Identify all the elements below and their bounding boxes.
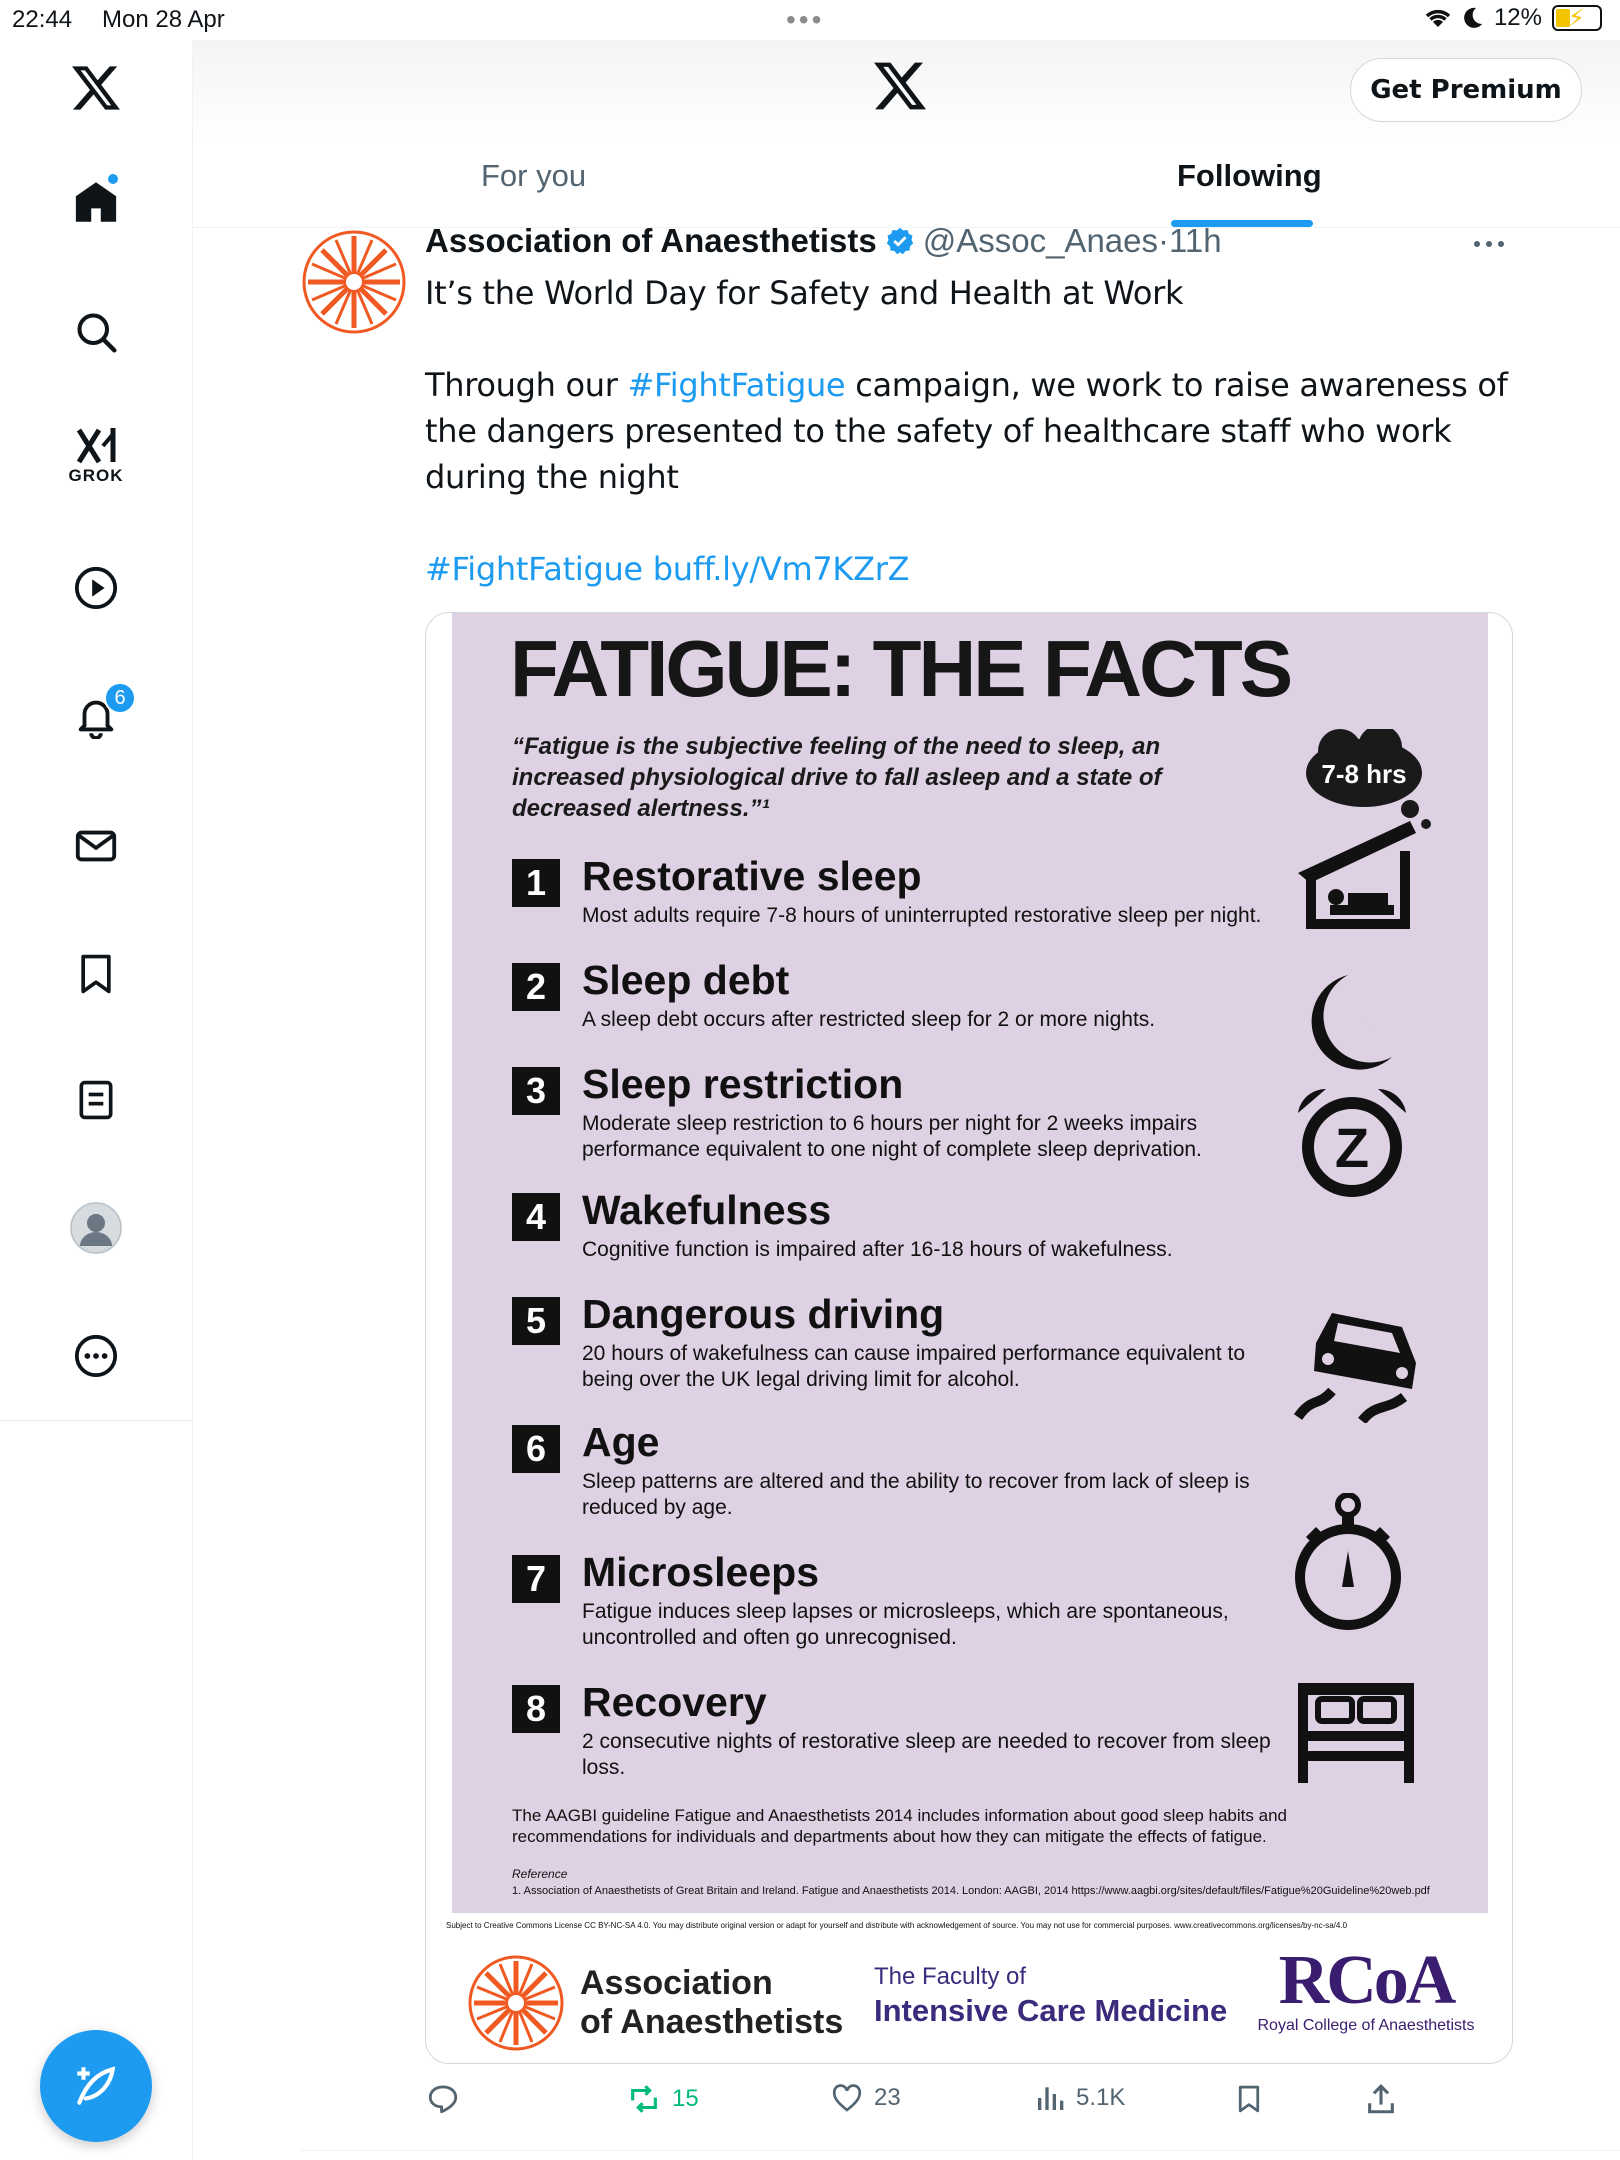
nav-messages[interactable] <box>62 812 130 880</box>
status-time: 22:44 <box>12 6 73 33</box>
post-more-button[interactable] <box>1472 236 1506 254</box>
external-link[interactable]: buff.ly/Vm7KZrZ <box>652 550 910 588</box>
notifications-badge: 6 <box>104 682 136 714</box>
heart-icon <box>830 2082 864 2114</box>
like-count: 23 <box>874 2084 901 2111</box>
reference-heading: Reference <box>512 1867 568 1881</box>
hashtag-link[interactable]: #FightFatigue <box>627 366 846 404</box>
stopwatch-icon <box>1292 1493 1412 1638</box>
ficm-logo <box>874 1963 1227 2029</box>
nav-home[interactable] <box>62 168 130 236</box>
alarm-clock-icon <box>1292 1083 1412 1208</box>
skidding-car-icon <box>1292 1293 1432 1428</box>
views-button[interactable] <box>1034 2082 1125 2114</box>
cloud-label: 7-8 hrs <box>1321 759 1407 789</box>
poster-quote: “Fatigue is the subjective feeling of the need to sleep, an increased physiological drive to fall asleep and a state of decreased alertness.”¹ <box>512 733 1162 822</box>
sidebar-divider <box>0 1420 193 1421</box>
profile-avatar-icon <box>70 1202 122 1254</box>
fact-description: Most adults require 7-8 hours of uninterrupted restorative sleep per night. <box>582 904 1262 927</box>
fact-number: 7 <box>512 1555 560 1603</box>
reply-icon <box>426 2082 460 2116</box>
more-horizontal-icon <box>1472 239 1506 249</box>
mail-icon <box>73 823 119 869</box>
wifi-icon <box>1424 7 1452 29</box>
fact-number: 2 <box>512 963 560 1011</box>
fact-title: Wakefulness <box>582 1187 832 1233</box>
get-premium-button[interactable]: Get Premium <box>1350 58 1582 122</box>
fact-description: Cognitive function is impaired after 16-18 hours of wakefulness. <box>582 1238 1173 1261</box>
post-time[interactable]: 11h <box>1169 222 1222 259</box>
bookmark-icon <box>74 951 118 997</box>
nav-grok[interactable] <box>62 422 130 490</box>
x-logo-icon <box>71 64 121 112</box>
author-avatar[interactable] <box>300 228 408 336</box>
status-right <box>1424 4 1602 32</box>
aagbi-logo <box>466 1953 843 2053</box>
poster-title: FATIGUE: THE FACTS <box>510 624 1291 713</box>
bed-icon <box>1292 1675 1422 1790</box>
author-handle[interactable]: @Assoc_Anaes <box>922 222 1159 259</box>
fatigue-poster <box>452 613 1488 1913</box>
status-date: Mon 28 Apr <box>102 6 225 33</box>
header-separator: · <box>1158 222 1170 259</box>
aagbi-starburst-logo-icon <box>300 228 408 336</box>
fact-title: Microsleeps <box>582 1549 819 1595</box>
fact-number: 5 <box>512 1297 560 1345</box>
post-divider <box>300 2150 1620 2151</box>
fact-description: Fatigue induces sleep lapses or microsleeps, which are spontaneous, uncontrolled and often go unrecognised. <box>582 1600 1229 1649</box>
aagbi-name-line2: of Anaesthetists <box>580 2003 844 2041</box>
post-text-post: campaign, we work to raise awareness of the dangers presented to the safety of healthcare staff who work during the night <box>425 366 1508 496</box>
x-logo-icon <box>873 60 927 112</box>
grok-label: GROK <box>68 466 124 485</box>
repost-icon <box>626 2082 662 2116</box>
poster-note: The AAGBI guideline Fatigue and Anaesthetists 2014 includes information about good sleep habits and recommendations for individuals and departments about how they can mitigate the effects of fatigue. <box>512 1806 1287 1846</box>
nav-lists[interactable] <box>62 1066 130 1134</box>
fact-title: Sleep restriction <box>582 1061 904 1107</box>
post-header <box>425 222 1222 260</box>
timeline-header <box>193 40 1620 228</box>
fact-number: 8 <box>512 1685 560 1733</box>
hashtag-link-2[interactable]: #FightFatigue <box>425 550 643 588</box>
fact-number: 4 <box>512 1193 560 1241</box>
fact-title: Age <box>582 1419 660 1465</box>
rcoa-logo <box>1256 1942 1476 2035</box>
post-text-para3 <box>425 546 1535 592</box>
post-media-image[interactable] <box>425 612 1513 2064</box>
fact-description: A sleep debt occurs after restricted sleep for 2 or more nights. <box>582 1008 1156 1031</box>
nav-bookmarks[interactable] <box>62 940 130 1008</box>
search-icon <box>74 310 118 354</box>
post-text-line1: It’s the World Day for Safety and Health at Work <box>425 274 1184 312</box>
compose-feather-icon <box>71 2061 121 2111</box>
reply-button[interactable] <box>426 2082 470 2116</box>
fact-title: Sleep debt <box>582 957 790 1003</box>
more-circle-icon <box>73 1333 119 1379</box>
fact-title: Recovery <box>582 1679 767 1725</box>
nav-explore[interactable] <box>62 298 130 366</box>
post-text-para2 <box>425 362 1535 500</box>
list-icon <box>74 1077 118 1123</box>
house-bed-icon <box>1292 821 1422 936</box>
fact-description: 2 consecutive nights of restorative sleep are needed to recover from sleep loss. <box>582 1730 1271 1779</box>
grok-icon <box>73 426 119 466</box>
status-bar <box>0 0 1620 40</box>
svg-text:Z: Z <box>1334 1116 1370 1179</box>
rcoa-name: Royal College of Anaesthetists <box>1257 2017 1475 2034</box>
aagbi-starburst-logo-icon <box>466 1953 566 2053</box>
reference-text: 1. Association of Anaesthetists of Great Britain and Ireland. Fatigue and Anaesthetists 2014. London: AAGBI, 2014 https://www.aagbi.org/sites/default/files/Fatigue%20Guideline%20web.pdf <box>512 1885 1430 1897</box>
play-circle-icon <box>73 565 119 611</box>
rcoa-initials: RCoA <box>1278 1942 1454 2019</box>
views-chart-icon <box>1034 2082 1066 2114</box>
fact-number: 6 <box>512 1425 560 1473</box>
post-body <box>425 270 1535 592</box>
fact-title: Dangerous driving <box>582 1291 945 1337</box>
share-icon <box>1364 2082 1398 2116</box>
x-logo-nav[interactable] <box>62 54 130 122</box>
battery-percent: 12% <box>1493 4 1542 31</box>
nav-more[interactable] <box>62 1322 130 1390</box>
repost-count: 15 <box>672 2085 699 2112</box>
nav-notifications[interactable] <box>62 682 130 750</box>
like-button[interactable] <box>830 2082 901 2114</box>
fact-title: Restorative sleep <box>582 853 922 899</box>
battery-icon: ⚡ <box>1552 5 1602 31</box>
home-unread-dot <box>106 172 120 186</box>
compose-post-button[interactable] <box>40 2030 152 2142</box>
repost-button[interactable] <box>626 2082 699 2116</box>
bookmark-icon <box>1234 2082 1264 2116</box>
ficm-line2: Intensive Care Medicine <box>874 1993 1228 2028</box>
fact-number: 3 <box>512 1067 560 1115</box>
tab-for-you[interactable]: For you <box>481 158 587 193</box>
fact-description: 20 hours of wakefulness can cause impaired performance equivalent to being over the UK legal driving limit for alcohol. <box>582 1342 1246 1391</box>
author-name[interactable]: Association of Anaesthetists <box>425 222 877 259</box>
views-count: 5.1K <box>1076 2084 1126 2111</box>
ficm-line1: The Faculty of <box>874 1963 1027 1990</box>
fact-number: 1 <box>512 859 560 907</box>
multitasking-dots-icon[interactable]: ••• <box>786 4 825 35</box>
moon-icon <box>1462 6 1484 30</box>
sidebar <box>0 40 193 2160</box>
verified-badge-icon <box>885 226 915 256</box>
header-x-logo[interactable] <box>873 60 927 117</box>
aagbi-name-line1: Association <box>580 1964 773 2002</box>
share-button[interactable] <box>1364 2082 1398 2116</box>
bookmark-post-button[interactable] <box>1234 2082 1264 2116</box>
thought-cloud-icon <box>1302 729 1442 834</box>
post-text-pre: Through our <box>425 366 628 404</box>
tab-following[interactable]: Following <box>1177 158 1322 193</box>
fact-description: Sleep patterns are altered and the ability to recover from lack of sleep is reduced by age. <box>582 1470 1250 1519</box>
crescent-moons-icon <box>1292 967 1412 1082</box>
fact-description: Moderate sleep restriction to 6 hours per night for 2 weeks impairs performance equivalent to one night of complete sleep deprivation. <box>582 1112 1202 1161</box>
license-text: Subject to Creative Commons License CC BY-NC-SA 4.0. You may distribute original version or adapt for yourself and distribute with acknowledgement of source. You may not use for commercial purposes. www.creativecommons.org/licenses/by-nc-sa/4.0 <box>446 1921 1348 1930</box>
nav-profile[interactable] <box>62 1194 130 1262</box>
aagbi-name <box>580 1964 843 2042</box>
nav-video[interactable] <box>62 554 130 622</box>
